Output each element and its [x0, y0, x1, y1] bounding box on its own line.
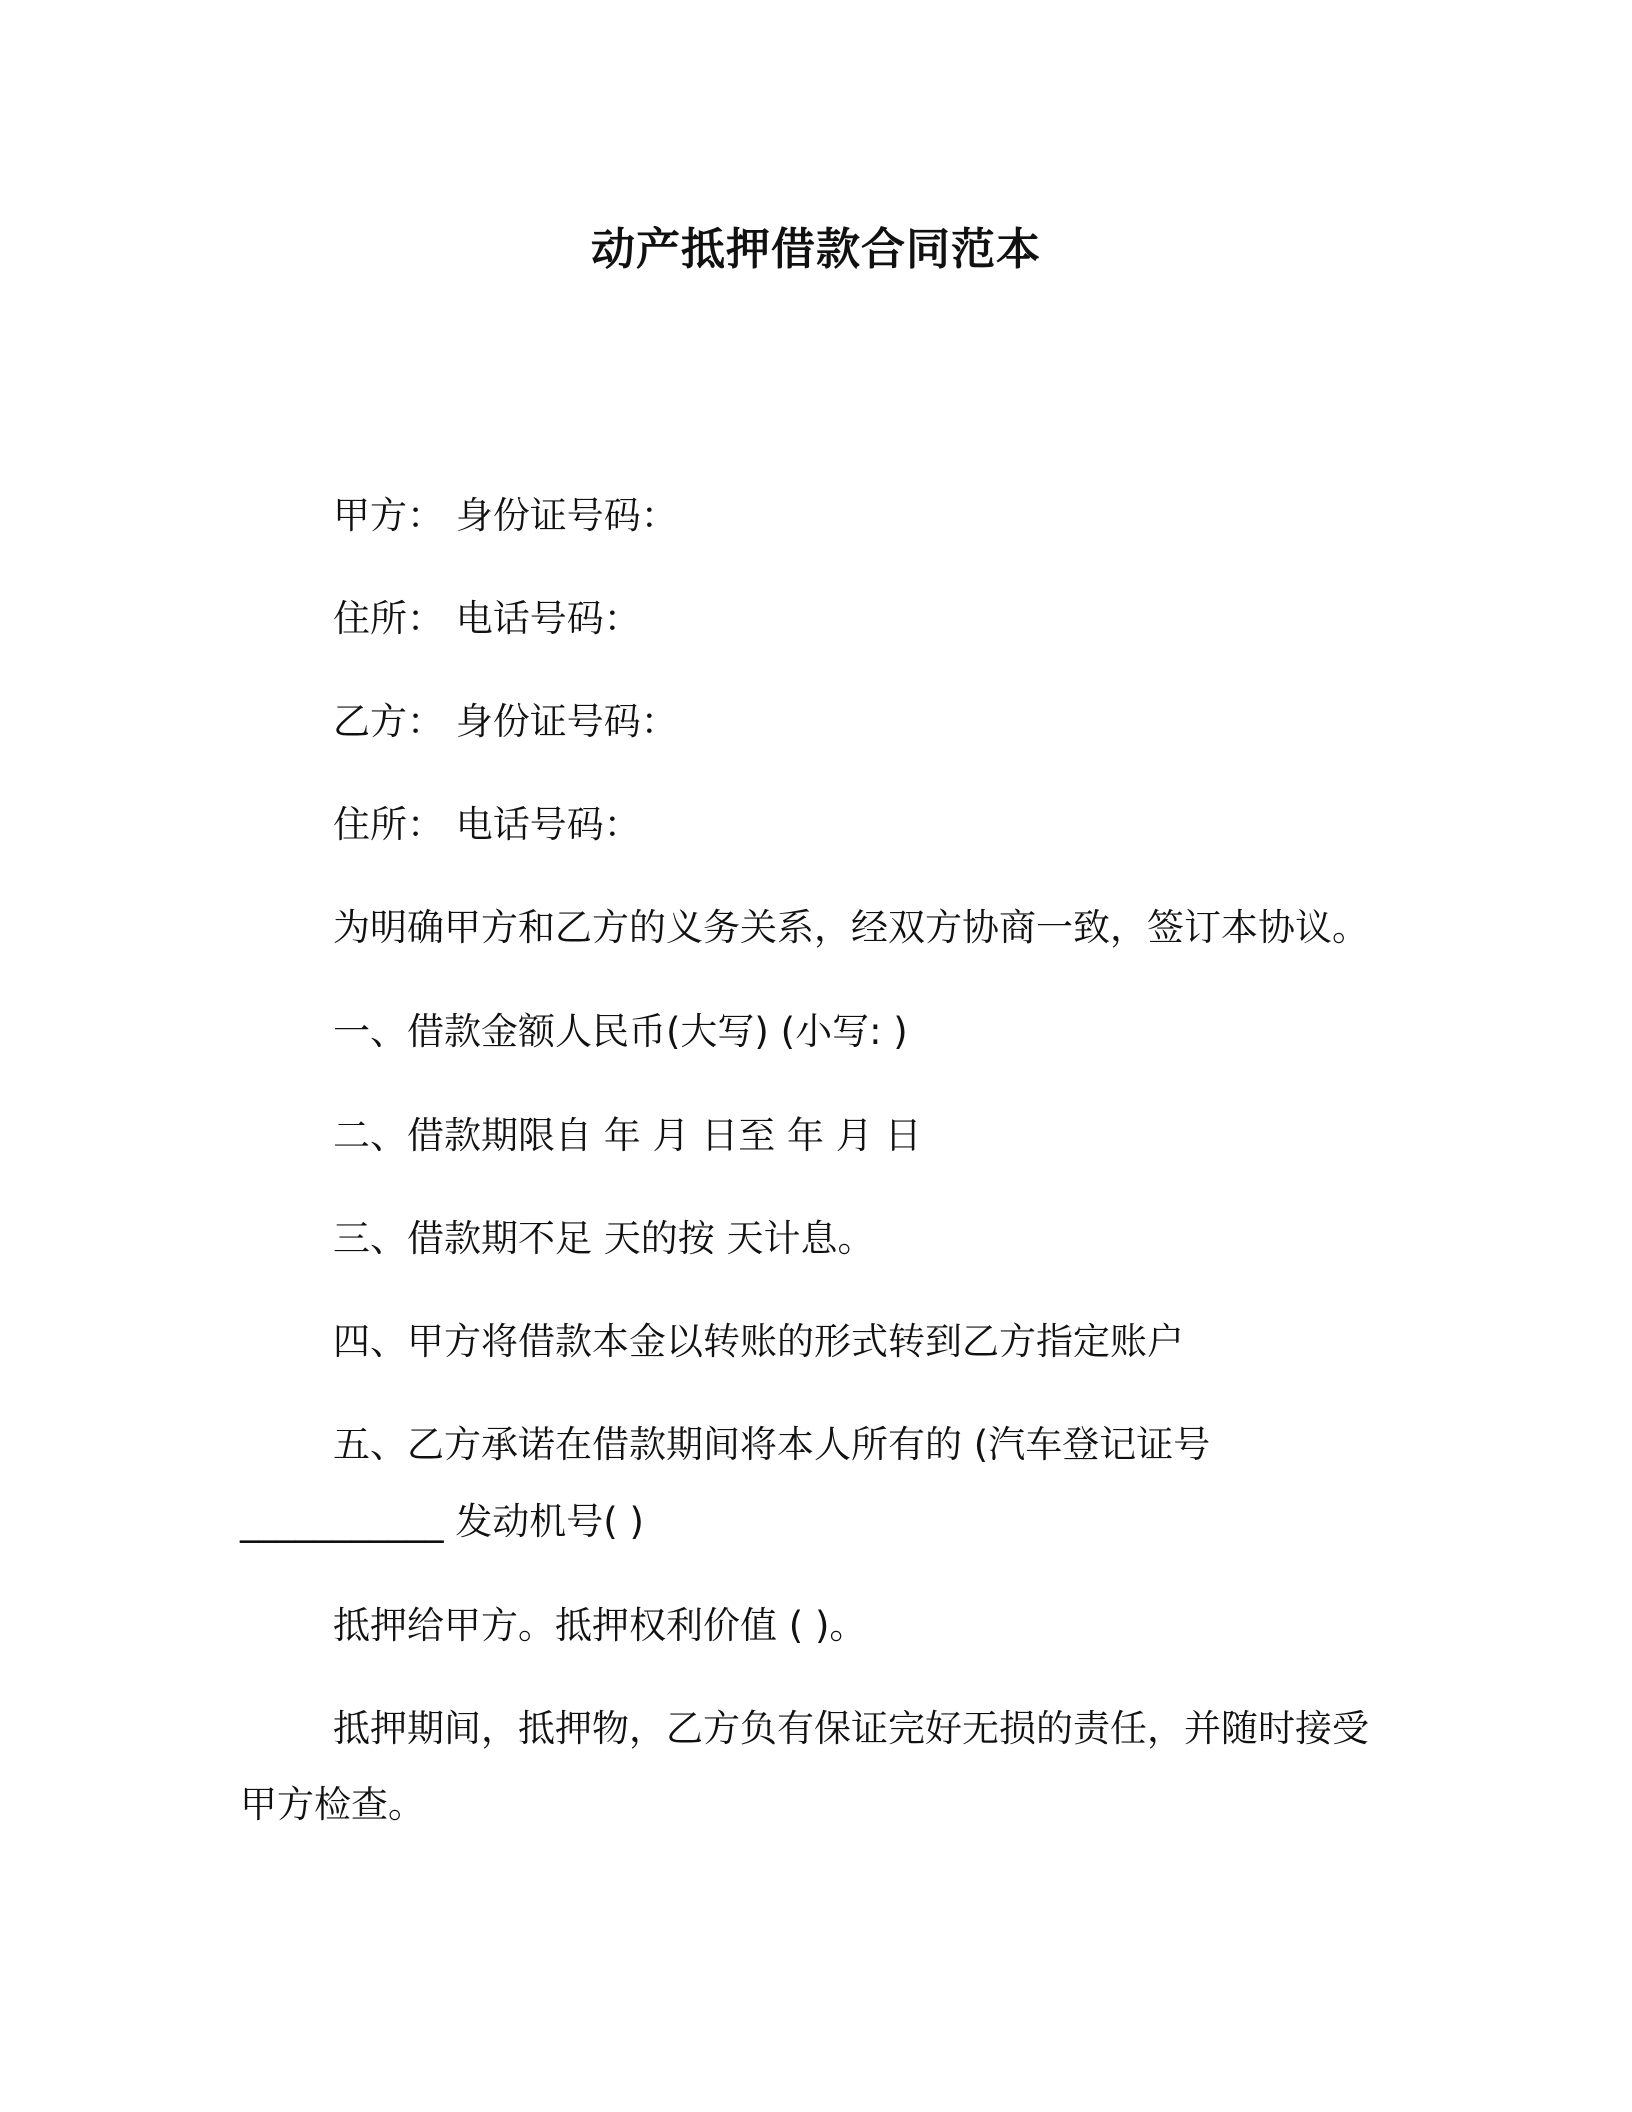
clause-3-interest: 三、借款期不足 天的按 天计息。 [333, 1217, 875, 1260]
clause-2-loan-term: 二、借款期限自 年 月 日至 年 月 日 [333, 1114, 922, 1157]
clause-5-pledge: 五、乙方承诺在借款期间将本人所有的 (汽车登记证号 [333, 1423, 1211, 1466]
pledge-value-line: 抵押给甲方。抵押权利价值 ( )。 [333, 1604, 867, 1647]
party-b-id-line: 乙方： 身份证号码： [333, 700, 678, 743]
document-title: 动产抵押借款合同范本 [591, 224, 1041, 275]
clause-5-engine-number: ___________ 发动机号( ) [240, 1500, 644, 1543]
party-a-address-line: 住所： 电话号码： [333, 597, 641, 640]
agreement-purpose-paragraph: 为明确甲方和乙方的义务关系，经双方协商一致，签订本协议。 [333, 906, 1369, 949]
pledge-period-paragraph-end: 甲方检查。 [240, 1783, 425, 1826]
party-b-address-line: 住所： 电话号码： [333, 803, 641, 846]
clause-4-transfer: 四、甲方将借款本金以转账的形式转到乙方指定账户 [333, 1320, 1184, 1363]
party-a-id-line: 甲方： 身份证号码： [333, 494, 678, 537]
clause-1-loan-amount: 一、借款金额人民币(大写) (小写: ) [333, 1010, 908, 1053]
pledge-period-paragraph: 抵押期间，抵押物，乙方负有保证完好无损的责任，并随时接受 [333, 1707, 1369, 1750]
